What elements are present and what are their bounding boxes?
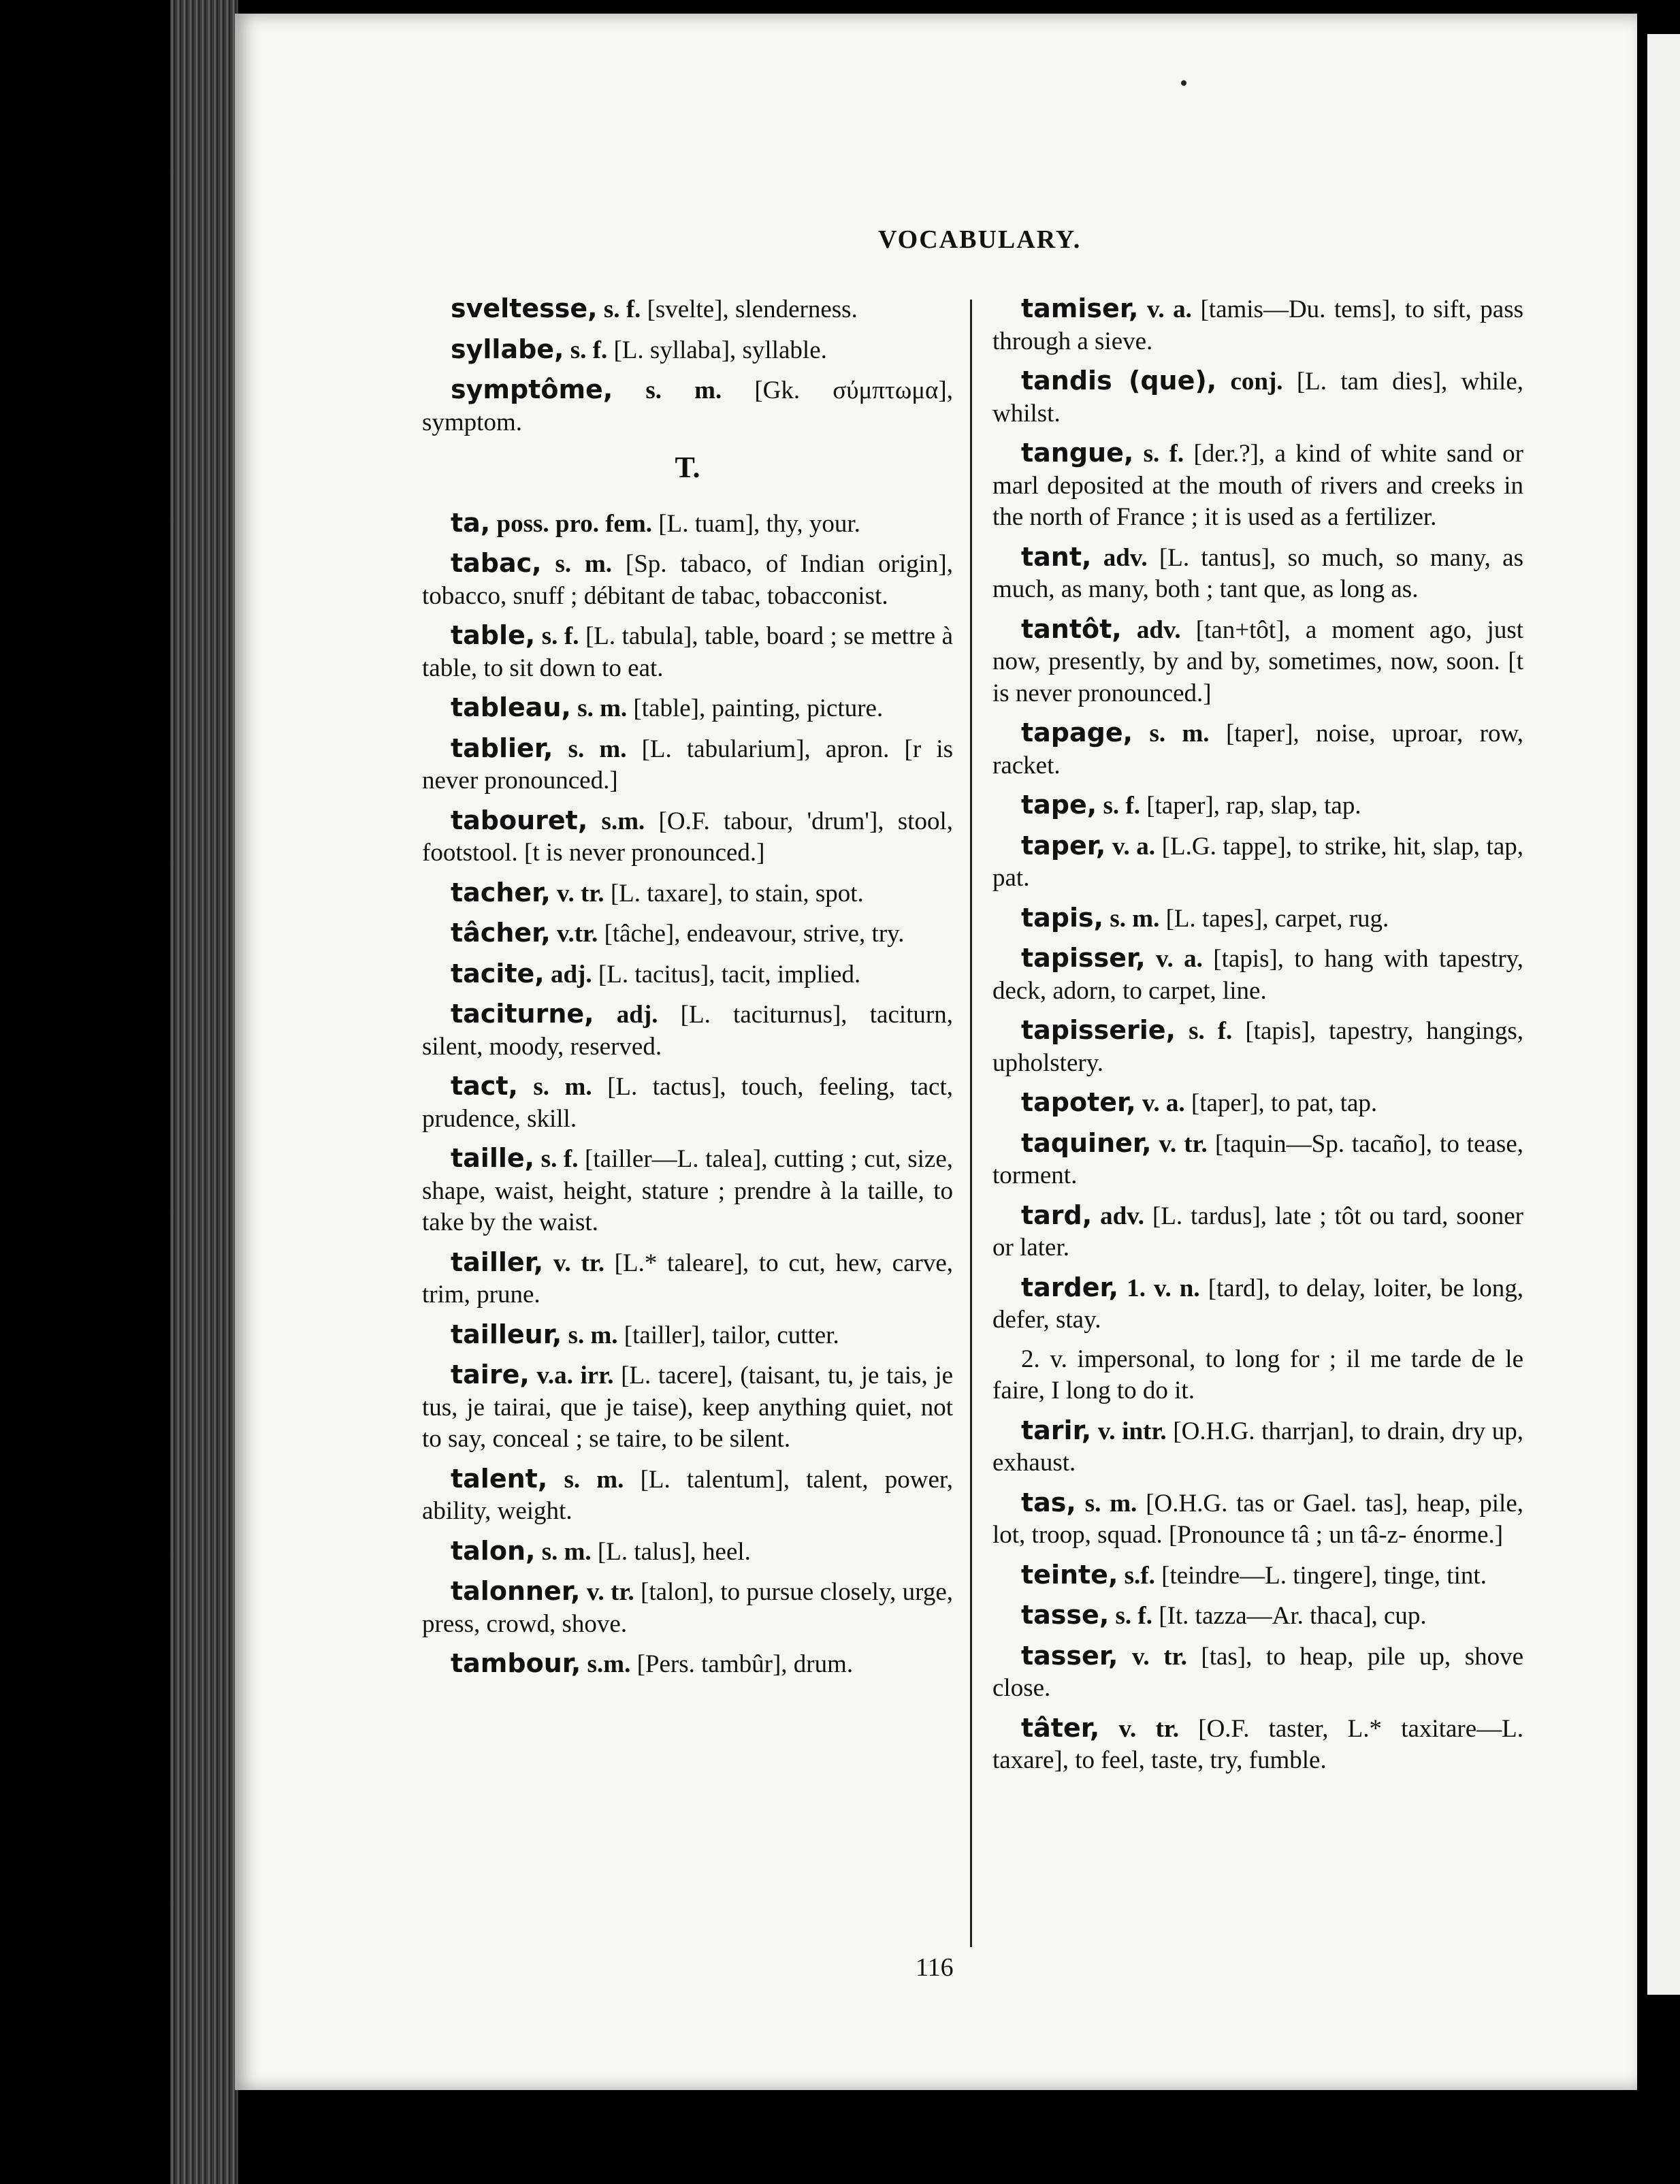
grammar-label: conj. xyxy=(1230,368,1283,396)
grammar-label: v. tr. xyxy=(1159,1129,1208,1158)
grammar-label: v. tr. xyxy=(1131,1642,1187,1671)
dictionary-entry xyxy=(422,1648,953,1681)
dictionary-entry xyxy=(422,1319,953,1352)
grammar-label: s. m. xyxy=(568,1321,618,1349)
headword: tantôt, xyxy=(1021,613,1122,644)
dictionary-entry xyxy=(992,902,1523,935)
grammar-label: s. f. xyxy=(540,1145,579,1173)
dictionary-entry xyxy=(422,547,953,612)
grammar-label: s. m. xyxy=(541,1537,592,1566)
headword: taciturne, xyxy=(451,999,594,1029)
column-rule xyxy=(970,300,972,1947)
grammar-label: v. tr. xyxy=(553,1249,604,1277)
grammar-label: v. tr. xyxy=(586,1578,634,1606)
dictionary-entry xyxy=(992,1087,1523,1120)
dictionary-entry xyxy=(422,334,953,367)
definition: [tapis], to hang with tapestry, deck, adorn, to carpet, line. xyxy=(992,945,1524,1005)
headword: tant, xyxy=(1021,541,1092,572)
dictionary-entry xyxy=(992,1487,1523,1552)
grammar-label: s. f. xyxy=(603,295,641,323)
dictionary-entry xyxy=(422,1575,953,1640)
grammar-label: s. m. xyxy=(568,735,627,763)
headword: tapisser, xyxy=(1021,943,1146,973)
definition: [taper], rap, slap, tap. xyxy=(1146,792,1361,820)
page-speck xyxy=(1181,80,1186,86)
grammar-label: adv. xyxy=(1100,1202,1144,1230)
dictionary-entry xyxy=(992,830,1523,895)
definition: [L. tuam], thy, your. xyxy=(658,509,860,538)
definition: [O.H.G. tharrjan], to drain, dry up, exhaust. xyxy=(992,1417,1524,1477)
headword: tasse, xyxy=(1021,1600,1110,1630)
headword: tambour, xyxy=(451,1648,581,1678)
definition: [taper], to pat, tap. xyxy=(1191,1089,1378,1117)
grammar-label: s. m. xyxy=(1149,720,1210,748)
definition: [L. tactus], touch, feeling, tact, prudence, skill. xyxy=(422,1073,954,1133)
right-column xyxy=(992,293,1523,1784)
entry-subsense: 2. v. impersonal, to long for ; il me tarde de le faire, I long to do it. xyxy=(992,1345,1523,1404)
headword: syllabe, xyxy=(451,334,564,364)
dictionary-entry xyxy=(992,789,1523,822)
dictionary-entry xyxy=(992,1559,1523,1592)
headword: tact, xyxy=(451,1071,518,1101)
grammar-label: s. f. xyxy=(570,336,608,364)
dictionary-entry xyxy=(422,692,953,725)
definition: [L. talus], heel. xyxy=(597,1537,751,1566)
dictionary-entry xyxy=(992,1272,1523,1336)
dictionary-entry xyxy=(422,1463,953,1528)
dictionary-entry xyxy=(422,620,953,684)
headword: tailler, xyxy=(451,1247,544,1277)
definition: [L. tantus], so much, so many, as much, as many, both ; tant que, as long as. xyxy=(992,543,1523,603)
dictionary-entry xyxy=(422,1142,953,1239)
headword: talon, xyxy=(451,1535,536,1566)
grammar-label: poss. pro. fem. xyxy=(496,509,653,538)
grammar-label: s.f. xyxy=(1124,1561,1155,1590)
grammar-label: v. a. xyxy=(1112,832,1156,861)
dictionary-entry xyxy=(992,1599,1523,1633)
headword: tabac, xyxy=(451,548,542,578)
headword: taper, xyxy=(1021,830,1106,861)
dictionary-entry xyxy=(992,717,1523,782)
definition: [L. tardus], late ; tôt ou tard, sooner or later. xyxy=(992,1202,1524,1262)
dictionary-entry xyxy=(992,1200,1523,1264)
headword: tape, xyxy=(1021,790,1097,820)
definition: [L. tacere], (taisant, tu, je tais, je tus, je tairai, que je taise), keep anything quiet, not to say, conceal ; se taire, to be silent. xyxy=(422,1362,954,1453)
grammar-label: v. tr. xyxy=(557,879,604,908)
headword: sveltesse, xyxy=(451,293,598,323)
definition: [L. taxare], to stain, spot. xyxy=(610,879,864,908)
grammar-label: v. tr. xyxy=(1118,1714,1180,1743)
definition: [L. tapes], carpet, rug. xyxy=(1165,904,1389,933)
book-page-edges xyxy=(170,0,238,2184)
definition: [tailler—L. talea], cutting ; cut, size, shape, waist, height, stature ; prendre à la taille, to take by the waist. xyxy=(422,1145,954,1236)
dictionary-entry xyxy=(422,877,953,910)
grammar-label: 1. v. n. xyxy=(1127,1274,1200,1302)
grammar-label: v. a. xyxy=(1156,945,1203,973)
headword: tablier, xyxy=(451,733,553,763)
headword: taquiner, xyxy=(1021,1127,1152,1158)
facing-page-edge xyxy=(1647,34,1680,1995)
definition: [L. taciturnus], taciturn, silent, moody, reserved. xyxy=(422,1001,954,1061)
grammar-label: s. f. xyxy=(1103,792,1140,820)
definition: [O.H.G. tas or Gael. tas], heap, pile, lot, troop, squad. [Pronounce tâ ; un tâ-z- énorme.] xyxy=(992,1489,1524,1549)
headword: tapisserie, xyxy=(1021,1015,1176,1045)
dictionary-entry xyxy=(992,293,1523,357)
grammar-label: s. m. xyxy=(555,550,613,578)
grammar-label: s.m. xyxy=(601,807,645,835)
definition: [L. tam dies], while, whilst. xyxy=(992,368,1524,428)
definition: [O.F. tabour, 'drum'], stool, footstool. [t is never pronounced.] xyxy=(422,807,953,867)
headword: tacher, xyxy=(451,877,551,908)
definition: [L. tacitus], tacit, implied. xyxy=(598,960,861,989)
definition: [It. tazza—Ar. thaca], cup. xyxy=(1159,1602,1427,1630)
definition: [svelte], slenderness. xyxy=(647,295,858,323)
dictionary-entry xyxy=(992,1415,1523,1479)
dictionary-entry xyxy=(992,1014,1523,1079)
definition: [tâche], endeavour, strive, try. xyxy=(604,920,905,948)
dictionary-entry xyxy=(422,805,953,869)
definition: [talon], to pursue closely, urge, press, crowd, shove. xyxy=(422,1578,954,1638)
headword: tamiser, xyxy=(1021,293,1139,323)
dictionary-entry xyxy=(422,374,953,438)
letter-heading: T. xyxy=(675,451,700,484)
definition: [tan+tôt], a moment ago, just now, presently, by and by, sometimes, now, soon. [t is never pronounced.] xyxy=(992,615,1524,707)
headword: tard, xyxy=(1021,1200,1093,1230)
definition: [tamis—Du. tems], to sift, pass through a sieve. xyxy=(992,295,1524,355)
grammar-label: v.tr. xyxy=(557,920,598,948)
headword: tandis (que), xyxy=(1021,366,1217,396)
headword: tasser, xyxy=(1021,1640,1118,1671)
grammar-label: v. intr. xyxy=(1097,1417,1167,1445)
dictionary-entry xyxy=(992,437,1523,534)
grammar-label: s. f. xyxy=(1189,1017,1233,1045)
definition: [L.G. tappe], to strike, hit, slap, tap, pat. xyxy=(992,832,1524,892)
definition: [L. talentum], talent, power, ability, weight. xyxy=(422,1465,953,1525)
dictionary-entry xyxy=(992,1712,1523,1777)
dictionary-entry xyxy=(422,1247,953,1311)
grammar-label: s. m. xyxy=(1110,904,1160,933)
dictionary-entry xyxy=(992,1640,1523,1705)
definition: [Pers. tambûr], drum. xyxy=(636,1650,854,1678)
dictionary-entry xyxy=(992,541,1523,606)
grammar-label: adv. xyxy=(1103,543,1148,572)
headword: table, xyxy=(451,620,536,650)
headword: talent, xyxy=(451,1463,548,1494)
headword: tacite, xyxy=(451,958,545,989)
headword: tapis, xyxy=(1021,902,1104,933)
dictionary-entry xyxy=(422,998,953,1063)
dictionary-entry xyxy=(992,1127,1523,1192)
definition: [L.* taleare], to cut, hew, carve, trim, prune. xyxy=(422,1249,954,1308)
headword: tangue, xyxy=(1021,438,1134,468)
grammar-label: s. f. xyxy=(1143,440,1184,468)
headword: symptôme, xyxy=(451,374,613,404)
dictionary-entry xyxy=(992,613,1523,710)
definition: [L. tabularium], apron. [r is never pronounced.] xyxy=(422,735,953,794)
grammar-label: adv. xyxy=(1136,615,1181,644)
grammar-label: s. m. xyxy=(577,694,628,722)
definition: [L. syllaba], syllable. xyxy=(613,336,827,364)
definition: [Gk. σύμπτωμα], symptom. xyxy=(422,376,954,436)
definition: [teindre—L. tingere], tinge, tint. xyxy=(1161,1561,1487,1590)
definition: [table], painting, picture. xyxy=(633,694,884,722)
definition: [tailler], tailor, cutter. xyxy=(624,1321,839,1349)
grammar-label: adj. xyxy=(616,1001,658,1029)
headword: taille, xyxy=(451,1143,535,1173)
headword: tarder, xyxy=(1021,1272,1119,1302)
dictionary-entry xyxy=(992,365,1523,430)
grammar-label: v.a. irr. xyxy=(536,1362,614,1390)
dictionary-entry xyxy=(422,507,953,541)
grammar-label: s. f. xyxy=(1115,1602,1152,1630)
dictionary-entry xyxy=(422,1359,953,1456)
dictionary-entry xyxy=(422,958,953,991)
headword: tapage, xyxy=(1021,718,1133,748)
grammar-label: v. a. xyxy=(1146,295,1192,323)
definition: [tapis], tapestry, hangings, upholstery. xyxy=(992,1017,1523,1077)
headword: tas, xyxy=(1021,1487,1076,1517)
definition: [tas], to heap, pile up, shove close. xyxy=(992,1642,1524,1702)
definition: [taquin—Sp. tacaño], to tease, torment. xyxy=(992,1129,1524,1189)
headword: tailleur, xyxy=(451,1319,562,1349)
left-column xyxy=(422,293,953,1688)
dictionary-entry xyxy=(422,733,953,797)
dictionary-entry xyxy=(992,942,1523,1007)
grammar-label: s. m. xyxy=(645,376,722,404)
headword: talonner, xyxy=(451,1576,581,1606)
headword: teinte, xyxy=(1021,1559,1118,1590)
grammar-label: adj. xyxy=(550,960,592,989)
headword: tableau, xyxy=(451,692,571,722)
grammar-label: s. m. xyxy=(1084,1489,1137,1517)
dictionary-entry xyxy=(422,1070,953,1135)
definition: [tard], to delay, loiter, be long, defer, stay. xyxy=(992,1274,1524,1334)
grammar-label: s. m. xyxy=(533,1073,592,1101)
dictionary-entry xyxy=(422,1535,953,1569)
dictionary-entry xyxy=(422,293,953,326)
definition: [der.?], a kind of white sand or marl deposited at the mouth of rivers and creeks in the north of France ; it is used as a fertilizer. xyxy=(992,440,1523,531)
grammar-label: s. m. xyxy=(564,1465,624,1494)
grammar-label: s. f. xyxy=(541,622,579,650)
headword: tarir, xyxy=(1021,1415,1092,1445)
dictionary-entry xyxy=(422,917,953,950)
definition: [taper], noise, uproar, row, racket. xyxy=(992,720,1524,780)
headword: tâcher, xyxy=(451,918,551,948)
headword: taire, xyxy=(451,1360,530,1390)
definition: [O.F. taster, L.* taxitare—L. taxare], to feel, taste, try, fumble. xyxy=(992,1714,1524,1774)
headword: ta, xyxy=(451,507,491,538)
grammar-label: v. a. xyxy=(1142,1089,1185,1117)
definition: [Sp. tabaco, of Indian origin], tobacco, snuff ; débitant de tabac, tobacconist. xyxy=(422,550,953,610)
page-number: 116 xyxy=(916,1953,954,1982)
headword: tâter, xyxy=(1021,1712,1100,1743)
headword: tapoter, xyxy=(1021,1087,1136,1117)
grammar-label: s.m. xyxy=(587,1650,631,1678)
headword: tabouret, xyxy=(451,805,588,835)
running-head: VOCABULARY. xyxy=(878,225,1082,254)
definition: [L. tabula], table, board ; se mettre à table, to sit down to eat. xyxy=(422,622,953,682)
